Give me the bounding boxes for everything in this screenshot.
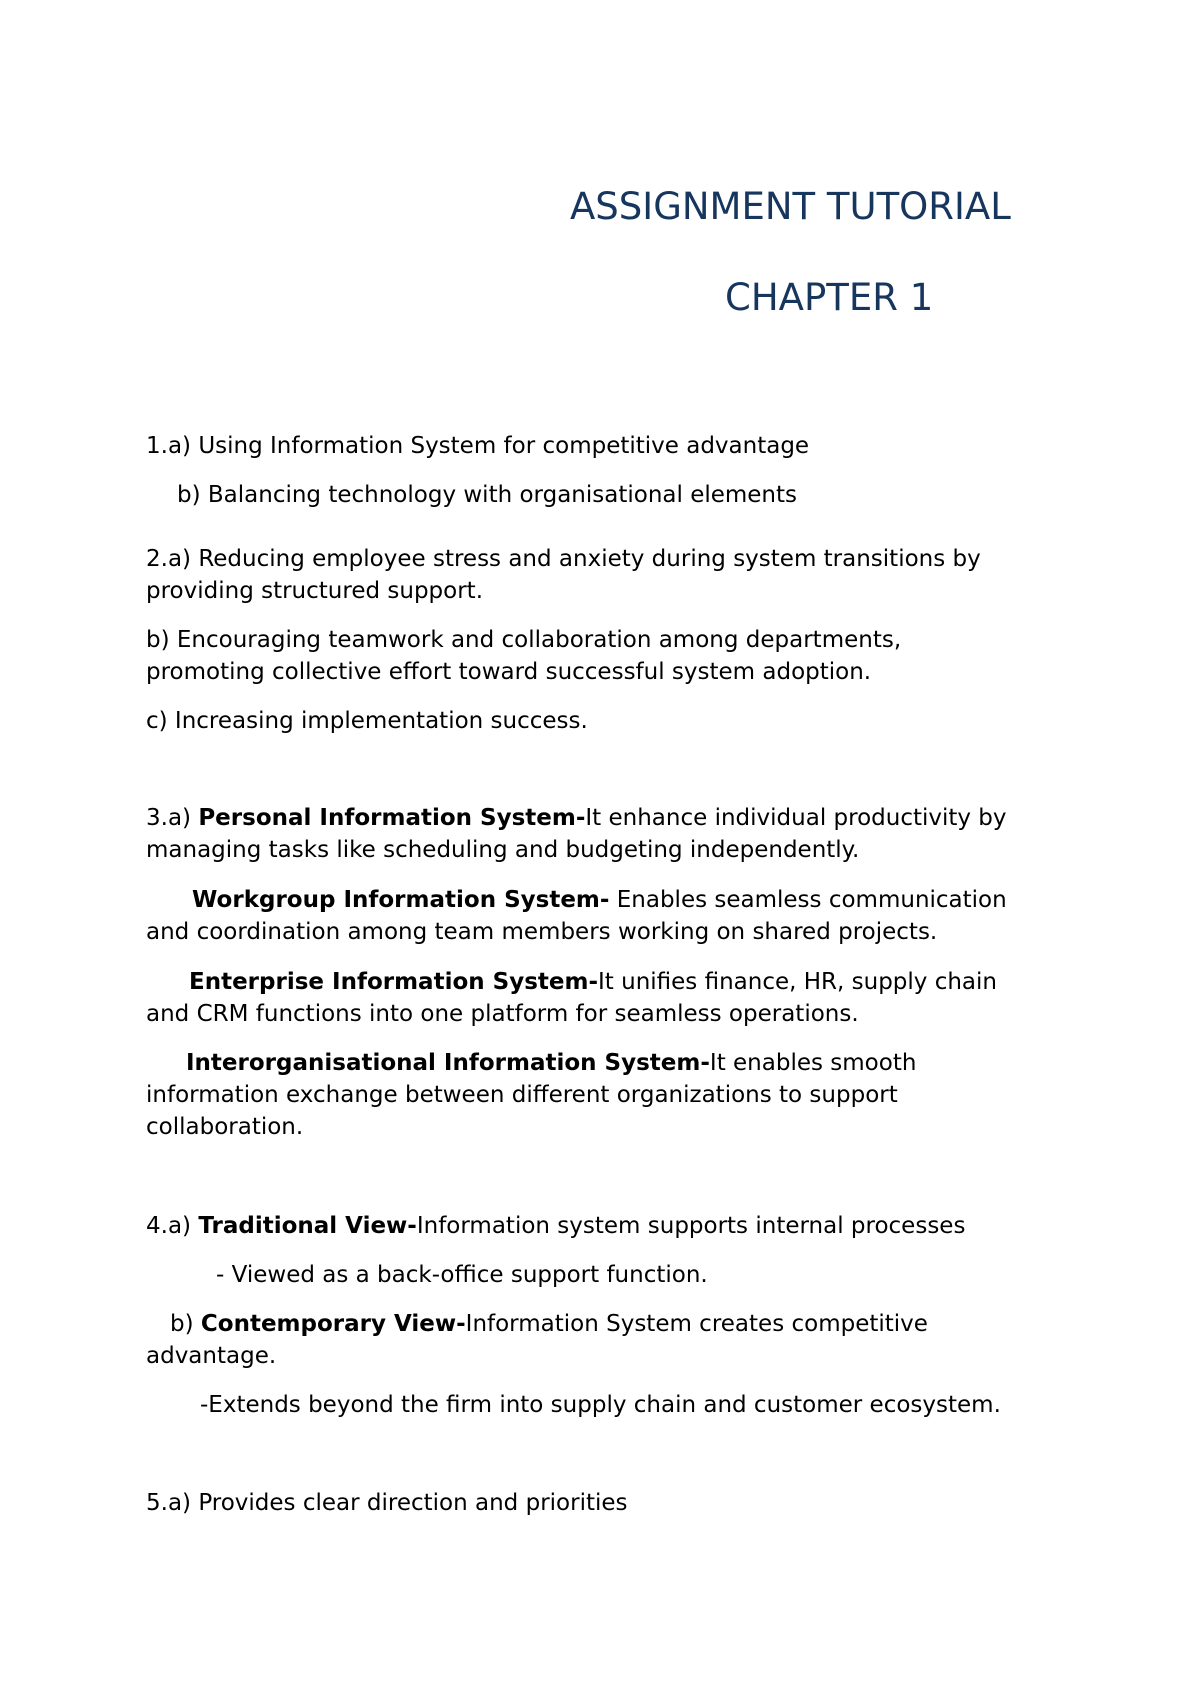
traditional-view-term: Traditional View- [198,1213,417,1239]
q4-prefix: 4.a) [146,1213,199,1239]
personal-is-desc: It enhance individual productivity by [585,805,1007,831]
q3-workgroup-line2: and coordination among team members working on shared projects. [146,919,938,945]
q3-interorg-line3: collaboration. [146,1114,304,1140]
q3-enterprise-line2: and CRM functions into one platform for seamless operations. [146,1001,859,1027]
q4-b-prefix: b) [170,1311,201,1337]
q3-enterprise-line1 [189,966,1109,999]
contemporary-view-desc: Information System creates competitive [465,1311,928,1337]
contemporary-view-term: Contemporary View- [200,1311,466,1337]
q4-traditional-point: - Viewed as a back-office support function. [216,1262,708,1288]
traditional-view-desc: Information system supports internal processes [416,1213,966,1239]
q3-interorg-line1 [186,1047,1106,1080]
q3-personal-line2: managing tasks like scheduling and budgeting independently. [146,837,860,863]
interorg-is-desc: It enables smooth [709,1050,917,1076]
q5-answer-a: 5.a) Provides clear direction and priorities [146,1490,628,1516]
q2-answer-c: c) Increasing implementation success. [146,708,588,734]
q2-answer-b-line1: b) Encouraging teamwork and collaboration among departments, [146,627,902,653]
q1-answer-b: b) Balancing technology with organisational elements [177,482,798,508]
q2-answer-b-line2: promoting collective effort toward successful system adoption. [146,659,872,685]
q2-answer-a-line2: providing structured support. [146,578,484,604]
q3-prefix: 3.a) [146,805,199,831]
interorg-is-term: Interorganisational Information System- [186,1050,710,1076]
q4-contemporary-line [170,1308,1090,1341]
document-title: ASSIGNMENT TUTORIAL [570,185,1011,228]
q1-answer-a: 1.a) Using Information System for competitive advantage [146,433,810,459]
q3-interorg-line2: information exchange between different organizations to support [146,1082,898,1108]
enterprise-is-term: Enterprise Information System- [189,969,598,995]
personal-is-term: Personal Information System- [198,805,586,831]
workgroup-is-desc: Enables seamless communication [609,887,1007,913]
workgroup-is-term: Workgroup Information System- [192,887,610,913]
q4-traditional-line [146,1210,1066,1243]
enterprise-is-desc: It unifies finance, HR, supply chain [598,969,997,995]
q3-workgroup-line1 [192,884,1112,917]
q4-contemporary-line2: advantage. [146,1343,277,1369]
q3-personal-line1 [146,802,1066,835]
q4-contemporary-point: -Extends beyond the firm into supply chain and customer ecosystem. [200,1392,1001,1418]
q2-answer-a-line1: 2.a) Reducing employee stress and anxiety during system transitions by [146,546,981,572]
chapter-heading: CHAPTER 1 [725,276,934,319]
